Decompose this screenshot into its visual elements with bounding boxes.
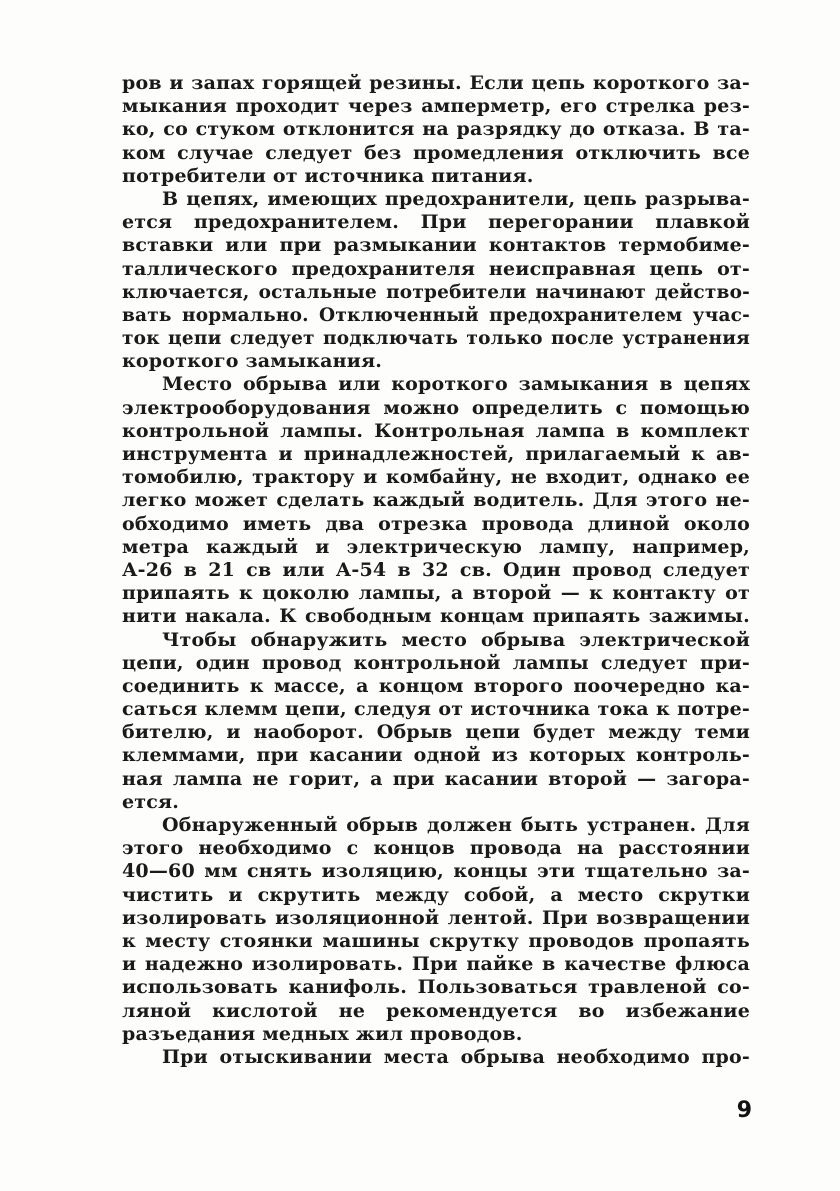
text-line: разъедания медных жил проводов. [122,1022,523,1045]
text-line: ко, со стуком отклонится на разрядку до отказа. В та- [122,118,750,141]
text-line: При отыскивании места обрыва необходимо про- [162,1045,750,1068]
text-line: Место обрыва или короткого замыкания в цепях [162,373,750,396]
text-line: потребители от источника питания. [122,164,534,187]
text-line: В цепях, имеющих предохранители, цепь разрыва- [162,187,750,210]
text-line: короткого замыкания. [122,350,383,373]
text-line: Чтобы обнаружить место обрыва электрической [162,628,750,651]
text-line: ляной кислотой не рекомендуется во избежание [122,999,750,1022]
text-line: 40—60 мм снять изоляцию, концы эти тщательно за- [122,860,750,883]
text-line: этого необходимо с концов провода на расстоянии [122,837,750,860]
text-line: ток цепи следует подключать только после устранения [122,328,750,350]
text-line: ключается, остальные потребители начинают действо- [122,281,750,303]
text-line: таллического предохранителя неисправная цепь от- [122,257,750,280]
text-line: клеммами, при касании одной из которых контроль- [122,744,750,767]
text-line: ров и запах горящей резины. Если цепь короткого за- [122,72,750,94]
text-line: ком случае следует без промедления отключить все [122,141,750,164]
text-line: припаять к цоколю лампы, а второй — к контакту от [122,582,750,605]
text-line: изолировать изоляционной лентой. При возвращении [122,906,750,929]
text-line: вать нормально. Отключенный предохранителем учас- [122,304,750,326]
text-line: метра каждый и электрическую лампу, например, [122,535,750,558]
text-line: использовать канифоль. Пользоваться травленой со- [122,976,750,999]
text-line: к месту стоянки машины скрутку проводов пропаять [122,929,750,952]
page-number: 9 [736,1098,752,1123]
text-line: бителю, и наоборот. Обрыв цепи будет между теми [122,721,750,744]
text-line: вставки или при размыкании контактов термобиме- [122,234,750,257]
text-line: томобилю, трактору и комбайну, не входит, однако ее [122,466,750,489]
text-line: ется предохранителем. При перегорании плавкой [122,211,750,234]
text-line: и надежно изолировать. При пайке в качестве флюса [122,953,750,976]
text-line: цепи, один провод контрольной лампы следует при- [122,651,750,674]
body-text [122,72,750,1069]
text-line: обходимо иметь два отрезка провода длиной около [122,512,750,535]
text-line: контрольной лампы. Контрольная лампа в комплект [122,419,750,442]
text-line: инструмента и принадлежностей, прилагаемый к ав- [122,443,750,465]
text-line: мыкания проходит через амперметр, его стрелка рез- [122,95,750,118]
text-line: ется. [122,790,180,813]
text-line: чистить и скрутить между собой, а место скрутки [122,883,750,906]
text-line: А-26 в 21 св или А-54 в 32 св. Один провод следует [122,558,750,581]
text-line: электрооборудования можно определить с помощью [122,396,750,419]
text-line: ная лампа не горит, а при касании второй — загора- [122,767,750,790]
text-line: соединить к массе, а концом второго поочередно ка- [122,674,750,697]
text-line: Обнаруженный обрыв должен быть устранен. Для [162,814,750,836]
text-line: саться клемм цепи, следуя от источника тока к потре- [122,698,750,721]
text-line: легко может сделать каждый водитель. Для этого не- [122,489,750,512]
text-line: нити накала. К свободным концам припаять зажимы. [122,605,750,628]
